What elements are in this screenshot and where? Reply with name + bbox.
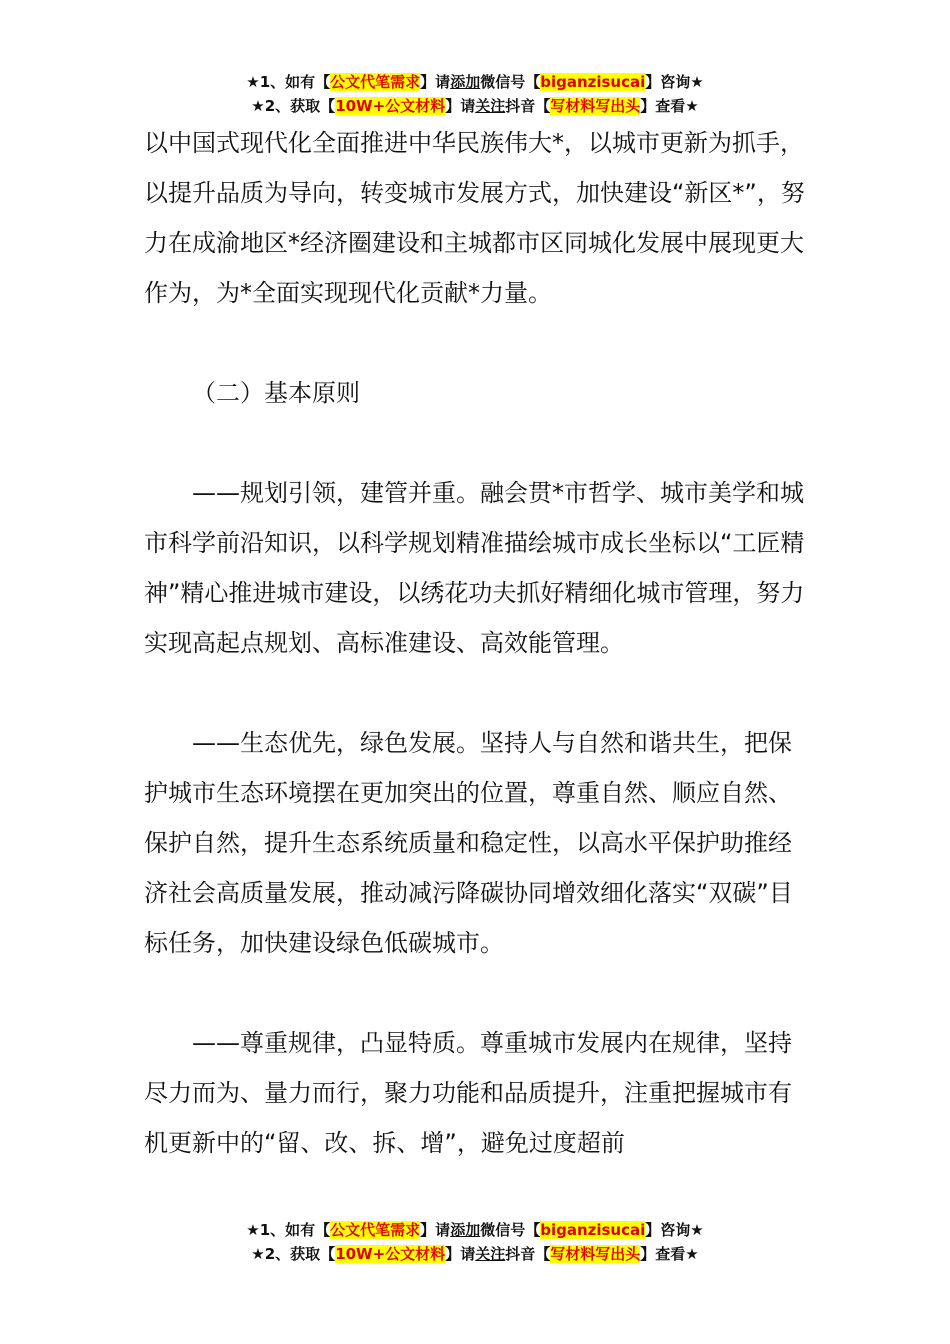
- highlight-text: 公文代笔需求: [330, 73, 421, 91]
- highlight-text: 10W+公文材料: [335, 1245, 446, 1263]
- paragraph-1: 以中国式现代化全面推进中华民族伟大*，以城市更新为抓手，以提升品质为导向，转变城市发展方式，加快建设“新区*”，努力在成渝地区*经济圈建设和主城都市区同城化发展中展现更大作为，为*全面实现现代化贡献*力量。: [144, 129, 805, 307]
- highlight-text: 写材料写出头: [550, 97, 641, 115]
- highlight-text: biganzisucai: [540, 73, 646, 91]
- paragraph-2: ——规划引领，建管并重。融会贯*市哲学、城市美学和城市科学前沿知识，以科学规划精准描绘城市成长坐标以“工匠精神”精心推进城市建设，以绣花功夫抓好精细化城市管理，努力实现高起点规划、高标准建设、高效能管理。: [144, 479, 805, 657]
- banner-line-2: ★2、获取【10W+公文材料】请关注抖音【写材料写出头】查看★: [251, 97, 699, 115]
- header-banner: [0, 70, 950, 118]
- highlight-text: biganzisucai: [540, 1221, 646, 1239]
- highlight-text: 写材料写出头: [550, 1245, 641, 1263]
- footer-banner: [0, 1218, 950, 1266]
- banner-line-1: ★1、如有【公文代笔需求】请添加微信号【biganzisucai】咨询★: [246, 73, 704, 91]
- banner-line-1: ★1、如有【公文代笔需求】请添加微信号【biganzisucai】咨询★: [246, 1221, 704, 1239]
- highlight-text: 公文代笔需求: [330, 1221, 421, 1239]
- document-body: [144, 118, 810, 1168]
- highlight-text: 10W+公文材料: [335, 97, 446, 115]
- paragraph-3: ——生态优先，绿色发展。坚持人与自然和谐共生，把保护城市生态环境摆在更加突出的位置，尊重自然、顺应自然、保护自然，提升生态系统质量和稳定性，以高水平保护助推经济社会高质量发展，推动减污降碳协同增效细化落实“双碳”目标任务，加快建设绿色低碳城市。: [144, 729, 793, 957]
- section-heading: （二）基本原则: [192, 379, 360, 407]
- banner-line-2: ★2、获取【10W+公文材料】请关注抖音【写材料写出头】查看★: [251, 1245, 699, 1263]
- paragraph-4: ——尊重规律，凸显特质。尊重城市发展内在规律，坚持尽力而为、量力而行，聚力功能和品质提升，注重把握城市有机更新中的“留、改、拆、增”，避免过度超前: [144, 1029, 792, 1157]
